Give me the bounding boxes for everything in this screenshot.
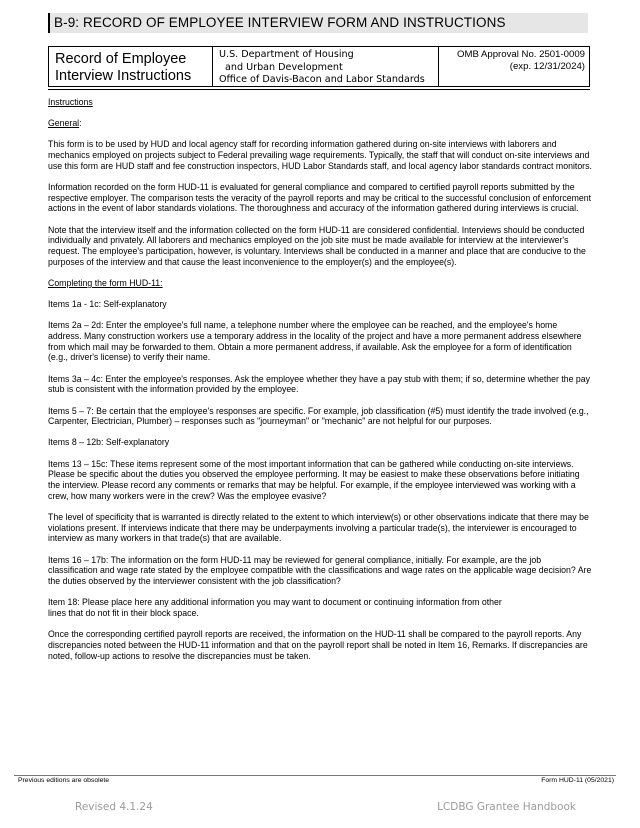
item-18-line-1: Item 18: Please place here any additional information you may want to document or continuing information from other — [48, 597, 502, 608]
form-title-line-2: Interview Instructions — [55, 68, 192, 84]
general-paragraph-3: Note that the interview itself and the information collected on the form HUD-11 are considered confidential. Interviews should be conducted individually and privately. All laborers and mechanics employed on the job site must be made available for interview at the interviewer's request. The employee's participation, however, is voluntary. Interviews shall be conducted in a manner and place that are conducive to the purposes of the interview and that cause the least inconvenience to the employer(s) and the employee(s). — [48, 224, 586, 267]
form-title — [49, 47, 213, 86]
items-8-12b: Items 8 – 12b: Self-explanatory — [48, 437, 170, 448]
general-heading: General — [48, 118, 80, 129]
omb-expiration: (exp. 12/31/2024) — [509, 60, 585, 72]
item-18 — [48, 597, 593, 618]
payroll-comparison-paragraph: Once the corresponding certified payroll reports are received, the information on the HUD-11 shall be compared to the payroll reports. Any discrepancies noted between the HUD-11 information and that on the payroll report shall be noted in Item 16, Remarks. If discrepancies are noted, follow-up actions to resolve the discrepancies must be taken. — [48, 629, 588, 661]
items-1a-1c: Items 1a - 1c: Self-explanatory — [48, 299, 167, 310]
omb-number: OMB Approval No. 2501-0009 — [457, 49, 585, 60]
general-paragraph-1: This form is to be used by HUD and local agency staff for recording information gathered during on-site interviews with laborers and mechanics employed on projects subject to Federal prevailing wage requirements. Typically, the staff that will conduct on-site interviews and use this form are HUD staff and fee construction inspectors, HUD Labor Standards staff, and local agency labor standards contract monitors. — [48, 139, 592, 171]
footer-rule — [14, 775, 616, 776]
section-banner: B-9: RECORD OF EMPLOYEE INTERVIEW FORM AND INSTRUCTIONS — [48, 13, 588, 33]
general-paragraph-2: Information recorded on the form HUD-11 is evaluated for general compliance and compared to certified payroll reports submitted by the respective employer. The comparison tests the veracity of the payroll reports and may be critical to the successful conclusion of enforcement actions in the event of labor standards violations. The thoroughness and accuracy of the information gathered during interviews is crucial. — [48, 182, 592, 214]
revision-date: Revised 4.1.24 — [75, 801, 153, 813]
form-title-line-1: Record of Employee — [55, 51, 187, 67]
specificity-paragraph: The level of specificity that is warranted is directly related to the extent to which interview(s) or other observations indicate that there may be violations present. If interviews indicate that there may be underpayments involving a particular trade(s), the interviewer is encouraged to interview as many workers in that trade(s) that are available. — [48, 511, 589, 544]
items-2a-2d: Items 2a – 2d: Enter the employee's full name, a telephone number where the employee can be reached, and the employee's home address. Many construction workers use a temporary address in the locality of the project and have a more permanent address elsewhere from which mail may be forwarded to them. Obtain a more permanent address, if available. Ask the employee for a form of identification (e.g., driver's license) to verify their name. — [48, 320, 582, 363]
items-16-17b: Items 16 – 17b: The information on the form HUD-11 may be reviewed for general compliance, initially. For example, are the job classification and wage rate stated by the employee compatible with the classifications and wage rates on the applicable wage decision? Are the duties observed by the interviewer consistent with the job classification? — [48, 554, 592, 586]
header-rule — [48, 89, 590, 90]
agency-line-3: Office of Davis-Bacon and Labor Standards — [219, 74, 425, 85]
item-18-line-2: lines that do not fit in their block space. — [48, 607, 199, 618]
handbook-title: LCDBG Grantee Handbook — [437, 801, 576, 813]
footer-obsolete-note: Previous editions are obsolete — [18, 777, 110, 784]
general-colon: : — [79, 118, 82, 129]
items-5-7: Items 5 – 7: Be certain that the employee's responses are specific. For example, job classification (#5) must identify the trade involved (e.g., Carpenter, Electrician, Plumber) – responses such as "journeyman" or "mechanic" are not helpful for our purposes. — [48, 405, 589, 427]
agency-line-2: and Urban Development — [225, 61, 343, 73]
instructions-heading: Instructions — [48, 97, 93, 107]
agency-block — [213, 47, 439, 86]
completing-heading: Completing the form HUD-11: — [48, 277, 163, 288]
items-13-15c: Items 13 – 15c: These items represent some of the most important information that can be gathered while conducting on-site interviews. Please be specific about the duties you observed the employee performing. It may be easiest to make these observations before initiating the interview. Please record any comments or remarks that may be helpful. For example, if the employee interviewed was working with a crew, how many workers were in the crew? Was the employee evasive? — [48, 458, 580, 501]
items-3a-4c: Items 3a – 4c: Enter the employee's responses. Ask the employee whether they have a pay stub with them; if so, determine whether the pay stub is consistent with the information provided by the employee. — [48, 373, 591, 395]
agency-line-1: U.S. Department of Housing — [219, 49, 354, 60]
instructions-body — [48, 97, 593, 672]
form-header — [48, 46, 590, 87]
omb-approval — [439, 47, 589, 86]
footer-form-number: Form HUD-11 (05/2021) — [541, 777, 614, 784]
